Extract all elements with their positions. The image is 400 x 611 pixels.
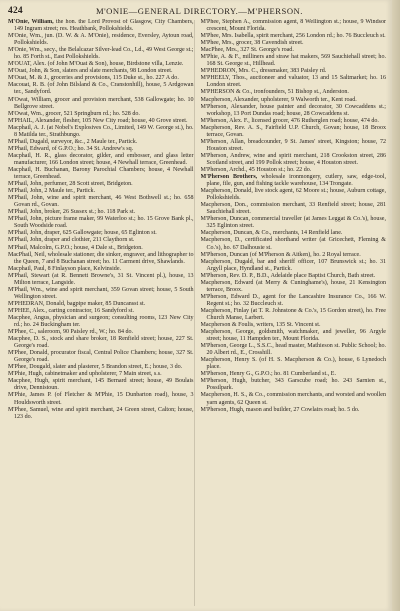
entry-text: M'Phail, John, draper, 625 Gallowgate; house, 65 Eglinton st. xyxy=(8,230,157,237)
entry-text: M'Pherson, Duncan (of M'Pherson & Aitken), ho. 2 Royal terrace. xyxy=(200,251,361,258)
entry-text: M'Pherson, Edward D., agent for the Lancashire Insurance Co., 166 W. Regent st.; ho. 32 Buccleuch st. xyxy=(200,293,386,307)
entry-name: M'Pherson Brothers, xyxy=(200,174,258,181)
directory-entry xyxy=(8,216,194,230)
entry-text: Macpherson, Edward (at Merry & Cuninghame's), house, 21 Kensington terrace, Broox. xyxy=(200,279,386,293)
directory-entry xyxy=(8,287,194,301)
entry-text: M'Phail, John, picture frame maker, 99 Waterloo st.; ho. 15 Grove Bank pl., South Woodside road. xyxy=(8,216,194,230)
directory-entry xyxy=(201,378,387,392)
directory-entry xyxy=(8,47,194,61)
entry-text: M'Phail, John, wine and spirit merchant, 46 West Bothwell st.; ho. 658 Govan rd., Govan. xyxy=(8,195,194,209)
directory-entry xyxy=(201,89,387,96)
entry-text: Macpherson, Henry S. (of H. S. Macpherson & Co.), house, 6 Lynedoch place. xyxy=(200,357,386,371)
directory-entry xyxy=(8,266,194,273)
directory-entry xyxy=(201,322,387,329)
directory-entry xyxy=(201,202,387,216)
entry-text: M'OUAT, Alex. (of John M'Ouat & Son), house, Birdstone villa, Lenzie. xyxy=(8,61,184,68)
columns xyxy=(8,19,386,607)
directory-entry xyxy=(8,245,194,252)
directory-entry xyxy=(8,139,194,146)
directory-entry xyxy=(8,371,194,378)
entry-text: M'Pherson, Andrew, wine and spirit merchant, 218 Crookston street, 286 Scotland street, and 199 Pollok street; house, 4 Houston street. xyxy=(200,152,386,166)
entry-text: M'Phail, John, perfumer, 28 Scott street, Bridgeton. xyxy=(8,181,133,188)
directory-entry xyxy=(201,188,387,202)
entry-text: M'Phail, John, draper and clothier, 211 Claythorn st. xyxy=(8,237,135,244)
entry-text: M'Ouat, John, & Son, slaters and slate merchants, 98 London street. xyxy=(8,68,173,75)
directory-entry xyxy=(201,407,387,414)
directory-entry xyxy=(8,301,194,308)
directory-entry xyxy=(8,378,194,392)
directory-entry xyxy=(201,153,387,167)
directory-entry xyxy=(8,195,194,209)
entry-text: Macpherson, Donald, live stock agent, 62 Moore st.; house, Auburn cottage, Pollokshields. xyxy=(200,188,386,202)
entry-text: M'PHEE, Alex., carting contractor, 16 Sandyford st. xyxy=(8,307,134,314)
entry-text: M'Phee, Mrs. Isabella, spirit merchant, 256 London rd.; ho. 76 Buccleuch st. xyxy=(200,33,386,40)
directory-entry xyxy=(8,364,194,371)
directory-entry xyxy=(8,237,194,244)
entry-text: M'Phie, James P. (of Fletcher & M'Phie, 15 Dunbarton road), house, 3 Houldsworth street. xyxy=(8,392,194,406)
directory-entry xyxy=(8,308,194,315)
directory-entry xyxy=(201,216,387,230)
directory-entry xyxy=(8,68,194,75)
entry-text: M'PHEELY, Thos., auctioneer and valuator, 13 and 15 Saltmarket; ho. 16 London street. xyxy=(200,75,386,89)
directory-entry xyxy=(201,294,387,308)
entry-text: M'Onie, Wm., secy., the Belalcazar Silver-lead Co., Ld., 49 West George st.; ho. 85 Forth st., East Pollokshields. xyxy=(8,47,194,61)
directory-entry xyxy=(8,181,194,188)
directory-entry xyxy=(201,118,387,125)
entry-text: M'Pherson, Hugh, butcher, 343 Garscube road; ho. 243 Sarnien st., Possilpark. xyxy=(200,378,386,392)
directory-entry xyxy=(8,252,194,266)
entry-text: M'Phail, Malcolm, G.P.O.; house, 4 Dale st., Bridgeton. xyxy=(8,244,143,251)
directory-entry xyxy=(8,61,194,68)
entry-text: Macpherson, Finlay (at T. R. Johnstone & Co.'s, 15 Gordon street), ho. Free Church Manse, Larbert. xyxy=(200,307,386,321)
directory-entry xyxy=(8,153,194,167)
directory-entry xyxy=(201,125,387,139)
directory-entry xyxy=(201,167,387,174)
entry-text: Macpherson, George, goldsmith, watchmaker, and jeweller, 96 Argyle street; house, 11 Hampden ter., Mount Florida. xyxy=(200,329,386,343)
directory-entry xyxy=(8,33,194,47)
directory-entry xyxy=(201,97,387,104)
entry-text: Macphail, H. Buchanan, Barony Parochial Chambers; house, 4 Newhall terrace, Greenhead. xyxy=(8,166,194,181)
entry-text: M'Onie, Wm., jun. (D. W. & A. M'Onie), residence, Eversley, Aytoun road, Pollokshields. xyxy=(8,33,194,47)
directory-entry xyxy=(201,68,387,75)
entry-text: M'PHERSON & Co., ironfounders, 51 Bishop st., Anderston. xyxy=(200,89,349,96)
entry-text: M'Phail, Edward, of G.P.O.; ho. 34 St. Andrew's sq. xyxy=(8,145,134,152)
directory-entry xyxy=(201,47,387,54)
directory-entry xyxy=(201,174,387,188)
entry-text: MacPhee, Mrs., 327 St. George's road. xyxy=(200,47,294,54)
entry-text: Macphail, Paul, 8 Finlayson place, Kelvinside. xyxy=(8,265,122,272)
directory-entry xyxy=(8,146,194,153)
left-column xyxy=(8,19,194,607)
entry-text: M'Phail, Dugald, surveyor, &c., 2 Maule ter., Partick. xyxy=(8,138,138,145)
entry-text: Macpherson, Duncan, & Co., merchants, 14 Renfield lane. xyxy=(200,230,343,237)
directory-entry xyxy=(8,125,194,139)
directory-entry xyxy=(201,392,387,406)
entry-text: Macphee, Angus, physician and surgeon; consulting rooms, 123 New City rd.; ho. 24 Buckingham ter. xyxy=(8,314,194,329)
entry-text: M'Ouat, M. & J., groceries and provisions, 115 Duke st., ho. 227 A do. xyxy=(8,75,179,82)
directory-entry xyxy=(201,308,387,322)
entry-text: M'PHEDRAN, Donald, bagpipe maker, 85 Duncansst st. xyxy=(8,300,146,307)
entry-text: Macpherson, H. S., & Co., commission merchants, and worsted and woollen yarn agents, 62 Queen st. xyxy=(200,392,386,406)
directory-entry xyxy=(201,280,387,294)
directory-entry xyxy=(8,273,194,287)
directory-entry xyxy=(201,75,387,89)
entry-text: M'Pherson, Henry G., G.P.O.; ho. 81 Cumberland st., E. xyxy=(200,371,336,378)
entry-text: M'Phail, John, broker, 26 Sussex st.; ho. 118 Park st. xyxy=(8,209,136,216)
directory-entry xyxy=(201,104,387,118)
directory-entry xyxy=(8,336,194,350)
directory-entry xyxy=(201,357,387,371)
directory-entry xyxy=(201,273,387,280)
entry-text: M'Phie, Hugh, cabinetmaker and upholsterer, 7 Main street, s.s. xyxy=(8,371,162,378)
directory-entry xyxy=(8,82,194,96)
directory-entry xyxy=(8,315,194,329)
entry-text: M'Phee, Donald, procurator fiscal, Central Police Chambers; house, 327 St. George's road. xyxy=(8,350,194,364)
entry-text: M'Owat, Wm., grocer, 521 Springburn rd.; ho. 528 do. xyxy=(8,110,140,117)
directory-entry xyxy=(201,40,387,47)
entry-text: M'Phee, Dougald, slater and plasterer, 5 Brandon street, E.; house, 3 do. xyxy=(8,364,183,371)
entry-text: the hon. the Lord Provost of Glasgow, City Chambers, 149 Ingram street; res. Heathbank, Pollokshields. xyxy=(14,19,194,33)
entry-text: Macpherson, D., certificated shorthand writer (at Gricechett, Fleming & Co.'s), ho. 67 Dalhousie st. xyxy=(200,237,386,251)
entry-name: M'Onie, William, xyxy=(8,19,54,25)
entry-text: M'Pherson, George L., S.S.C., head master, Mathieson st. Public School; ho. 20 Albert rd., E., Crosshill. xyxy=(200,343,386,357)
page-edge xyxy=(392,0,400,611)
page-number: 424 xyxy=(8,6,23,16)
entry-text: Macpherson, Alexander, upholsterer, 9 Walworth ter., Kent road. xyxy=(200,96,357,103)
entry-text: Macpherson, Don., commission merchant, 33 Renfield street; house, 281 Sauchiehall street. xyxy=(200,202,386,216)
directory-entry xyxy=(8,392,194,406)
entry-text: M'Owat, William, grocer and provision merchant, 538 Gallowgate; ho. 10 Bellgrove street. xyxy=(8,96,194,110)
entry-text: Macpherson & Foulis, writers, 135 St. Vincent st. xyxy=(200,322,321,329)
directory-entry xyxy=(8,111,194,118)
directory-entry xyxy=(201,139,387,153)
entry-text: M'PHAIL, Alexander, flesher, 105 New City road; house, 40 Grove street. xyxy=(8,117,188,124)
entry-text: M'Phee, Mrs., grocer, 38 Cavendish street. xyxy=(200,40,304,47)
entry-text: M'Phee, Samuel, wine and spirit merchant, 24 Green street, Calton; house, 123 do. xyxy=(8,406,194,420)
entry-text: MacPhail, Neil, wholesale stationer, die sinker, engraver, and lithographer to the Queen, 7 and 8 Buchanan street; ho. 11 Carment drive, Shawlands. xyxy=(8,251,194,265)
entry-text: M'Phail, John, 2 Maule ter., Partick. xyxy=(8,188,96,195)
entry-text: M'Phee, Stephen A., commission agent, 8 Wellington st.; house, 9 Windsor crescent, Mount Florida. xyxy=(200,19,386,33)
directory-entry xyxy=(8,97,194,111)
entry-text: M'Pherson, Duncan, commercial traveller (at James Leggat & Co.'s), house, 325 Eglinton street. xyxy=(200,216,386,230)
entry-text: M'Phail, Stewart (at R. Bennett Browne's, 31 St. Vincent pl.), house, 13 Milton terrace, Langside. xyxy=(8,272,194,286)
directory-entry xyxy=(8,350,194,364)
right-column xyxy=(201,19,387,607)
entry-text: Macouat, R. B. (of John Bilsland & Co., Cranstonhill), house, 5 Ardgowan ter., Sandyford. xyxy=(8,82,194,96)
directory-entry xyxy=(201,54,387,68)
page-header xyxy=(8,4,386,18)
directory-entry xyxy=(201,237,387,251)
directory-entry xyxy=(201,252,387,259)
directory-entry xyxy=(201,329,387,343)
entry-text: Macphail, H. R., glass decorator, gilder, and embosser, and glass letter manufacturer, 166 London street; house, 4 Newhall terrace, Greenhead. xyxy=(8,152,194,166)
directory-entry xyxy=(201,19,387,33)
entry-text: M'Pherson, Alex. F., licensed grocer, 476 Rutherglen road; house, 474 do. xyxy=(200,117,379,124)
entry-text: Macphee, Hugh, spirit merchant, 145 Bernard street; house, 49 Boulais drive, Dennistoun. xyxy=(8,378,194,392)
directory-entry xyxy=(8,19,194,33)
directory-entry xyxy=(8,407,194,421)
entry-text: M'Pherson, Rev. D. P., B.D., Adelaide place Baptist Church, Bath street. xyxy=(200,272,376,279)
column-divider xyxy=(194,20,195,606)
entry-text: Macphee, D. S., stock and share broker, 18 Renfield street; house, 227 St. George's road. xyxy=(8,336,194,350)
directory-entry xyxy=(201,343,387,357)
entry-text: Macpherson, Dugald, bar and sheriff officer, 107 Brunswick st.; ho. 31 Argyll place, Hyndland st., Partick. xyxy=(200,258,386,272)
directory-entry xyxy=(8,188,194,195)
directory-entry xyxy=(201,371,387,378)
directory-entry xyxy=(8,118,194,125)
entry-text: M'Phee, C., saleroom, 90 Paisley rd., W.; ho. 84 do. xyxy=(8,329,134,336)
entry-text: M'Pherson, Archd., 45 Houston st.; ho. 22 do. xyxy=(200,166,312,173)
entry-text: Macphail, A. J. (at Nobel's Explosives Co., Limited, 149 W. George st.), ho. 8 Matilda ter., Strathbungo. xyxy=(8,124,194,138)
directory-entry xyxy=(201,259,387,273)
entry-text: M'PHEDRON, Mrs. C., dressmaker, 383 Paisley rd. xyxy=(200,68,327,75)
entry-text: M'Pherson, Hugh, mason and builder, 27 Cowlairs road; ho. 5 do. xyxy=(200,406,360,413)
directory-entry xyxy=(8,230,194,237)
entry-text: Macpherson, Rev. A. S., Fairfield U.P. Church, Govan; house, 18 Broox terrace, Govan. xyxy=(200,124,386,138)
entry-text: M'Pherson, Alexander, house painter and decorator, 30 Cowcaddens st.; workshop, 13 Port Dundas road; house, 28 Cowcaddens st. xyxy=(200,103,386,117)
entry-text: M'Phie, A. & F., milliners and straw hat makers, 569 Sauchiehall street; ho. 168 St. George st., Hillhead. xyxy=(200,54,386,68)
running-title: M'ONIE—GENERAL DIRECTORY.—M'PHERSON. xyxy=(95,6,303,16)
entry-text: M'Pherson, Allan, breadcounder, 9 St. James' street, Kingston; house, 72 Houston street. xyxy=(200,138,386,152)
entry-text: M'Phail, Wm., wine and spirit merchant, 359 Govan street; house, 5 South Wellington street. xyxy=(8,286,194,300)
directory-entry xyxy=(201,33,387,40)
entry-text: wholesale ironmongery, cutlery, saw, edge-tool, plane, file, gun, and fishing tackle warehouse, 134 Trongate. xyxy=(206,174,386,188)
directory-entry xyxy=(8,167,194,181)
